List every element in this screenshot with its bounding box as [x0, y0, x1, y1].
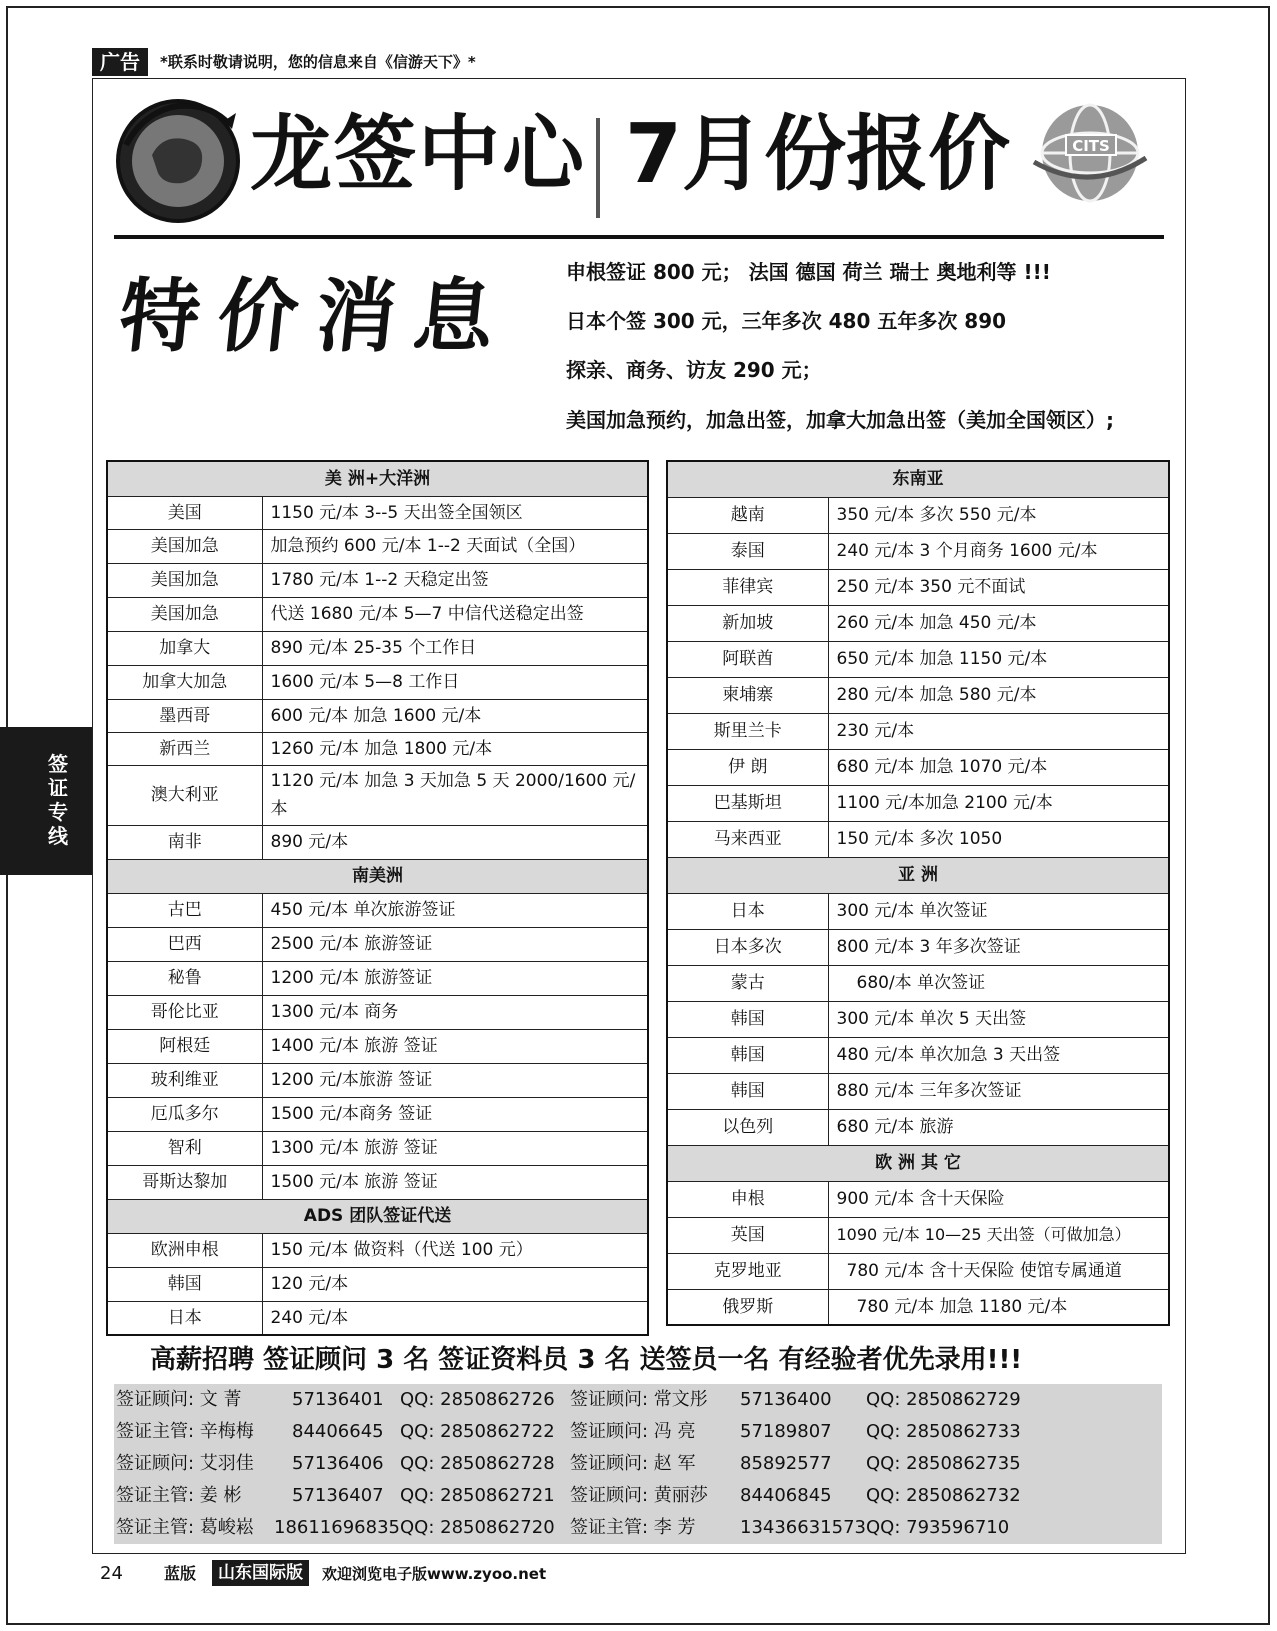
section-header-southeast-asia: 东南亚 [667, 461, 1169, 497]
table-row [667, 965, 1169, 1001]
contact-qq: QQ: 2850862733 [866, 1421, 1021, 1442]
special-line: 探亲、商务、访友 290 元； [566, 358, 822, 382]
cits-globe-logo-icon [1028, 98, 1153, 208]
country-cell: 申根 [667, 1181, 828, 1217]
contact-phone: 57136401 [292, 1389, 384, 1410]
contact-phone: 84406845 [740, 1485, 832, 1506]
side-section-label: 签证专线 [48, 752, 68, 848]
country-cell: 美国加急 [107, 563, 262, 597]
country-cell: 墨西哥 [107, 699, 262, 732]
price-cell: 890 元/本 [262, 825, 648, 859]
contact-name: 签证顾问: 艾羽佳 [116, 1453, 254, 1474]
table-row [107, 563, 648, 597]
price-cell: 1120 元/本 加急 3 天加急 5 天 2000/1600 元/本 [262, 765, 648, 825]
contact-name: 签证顾问: 常文彤 [570, 1389, 708, 1410]
country-cell: 阿根廷 [107, 1029, 262, 1063]
special-offer-title: 特价消息 [115, 269, 517, 363]
country-cell: 智利 [107, 1131, 262, 1165]
price-cell: 450 元/本 单次旅游签证 [262, 893, 648, 927]
country-cell: 巴西 [107, 927, 262, 961]
table-row [667, 1109, 1169, 1145]
section-header-americas: 美 洲+大洋洲 [107, 461, 648, 496]
table-row [667, 605, 1169, 641]
table-row [667, 1037, 1169, 1073]
price-cell: 300 元/本 单次签证 [828, 893, 1169, 929]
contact-phone: 13436631573 [740, 1517, 866, 1538]
contact-qq: QQ: 2850862722 [400, 1421, 555, 1442]
contact-qq: QQ: 2850862729 [866, 1389, 1021, 1410]
country-cell: 哥斯达黎加 [107, 1165, 262, 1199]
country-cell: 日本 [107, 1301, 262, 1335]
country-cell: 以色列 [667, 1109, 828, 1145]
contact-row [114, 1416, 1162, 1448]
table-row [107, 665, 648, 699]
contact-qq: QQ: 2850862728 [400, 1453, 555, 1474]
table-row [667, 1217, 1169, 1253]
country-cell: 伊 朗 [667, 749, 828, 785]
contact-phone: 57136406 [292, 1453, 384, 1474]
table-row [667, 533, 1169, 569]
country-cell: 美国 [107, 496, 262, 529]
table-row [667, 1181, 1169, 1217]
price-cell: 680/本 单次签证 [828, 965, 1169, 1001]
price-cell: 880 元/本 三年多次签证 [828, 1073, 1169, 1109]
price-cell: 250 元/本 350 元不面试 [828, 569, 1169, 605]
country-cell: 美国加急 [107, 597, 262, 631]
price-cell: 260 元/本 加急 450 元/本 [828, 605, 1169, 641]
contact-phone: 57136407 [292, 1485, 384, 1506]
country-cell: 韩国 [667, 1037, 828, 1073]
country-cell: 玻利维亚 [107, 1063, 262, 1097]
price-cell: 1090 元/本 10—25 天出签（可做加急） [828, 1217, 1169, 1253]
table-row [107, 1029, 648, 1063]
footer-edition-badge: 山东国际版 [212, 1560, 309, 1586]
right-price-table [666, 460, 1170, 1326]
country-cell: 斯里兰卡 [667, 713, 828, 749]
country-cell: 克罗地亚 [667, 1253, 828, 1289]
dragon-logo-icon [112, 95, 244, 227]
section-header-asia: 亚 洲 [667, 857, 1169, 893]
contact-name: 签证主管: 葛峻崧 [116, 1517, 254, 1538]
footer-website-note: 欢迎浏览电子版www.zyoo.net [322, 1565, 547, 1583]
contact-phone: 18611696835 [274, 1517, 400, 1538]
contact-list [114, 1384, 1162, 1544]
country-cell: 泰国 [667, 533, 828, 569]
contact-name: 签证顾问: 黄丽莎 [570, 1485, 708, 1506]
page-number: 24 [100, 1563, 123, 1584]
special-line: 美国加急预约，加急出签，加拿大加急出签（美加全国领区）; [566, 408, 1114, 432]
left-price-table [106, 460, 649, 1336]
section-header-south-america: 南美洲 [107, 859, 648, 893]
country-cell: 新加坡 [667, 605, 828, 641]
price-cell: 1300 元/本 商务 [262, 995, 648, 1029]
price-cell: 2500 元/本 旅游签证 [262, 927, 648, 961]
country-cell: 加拿大 [107, 631, 262, 665]
price-cell: 1600 元/本 5—8 工作日 [262, 665, 648, 699]
country-cell: 蒙古 [667, 965, 828, 1001]
price-cell: 650 元/本 加急 1150 元/本 [828, 641, 1169, 677]
country-cell: 英国 [667, 1217, 828, 1253]
price-cell: 1150 元/本 3--5 天出签全国领区 [262, 496, 648, 529]
table-row [107, 825, 648, 859]
price-cell: 680 元/本 加急 1070 元/本 [828, 749, 1169, 785]
table-row [107, 631, 648, 665]
country-cell: 菲律宾 [667, 569, 828, 605]
price-cell: 480 元/本 单次加急 3 天出签 [828, 1037, 1169, 1073]
price-cell: 1500 元/本商务 签证 [262, 1097, 648, 1131]
price-cell: 150 元/本 多次 1050 [828, 821, 1169, 857]
price-cell: 1200 元/本旅游 签证 [262, 1063, 648, 1097]
contact-name: 签证主管: 姜 彬 [116, 1485, 242, 1506]
contact-row [114, 1480, 1162, 1512]
country-cell: 南非 [107, 825, 262, 859]
price-cell: 280 元/本 加急 580 元/本 [828, 677, 1169, 713]
table-row [107, 529, 648, 563]
country-cell: 马来西亚 [667, 821, 828, 857]
country-cell: 越南 [667, 497, 828, 533]
table-row [107, 496, 648, 529]
table-row [107, 1233, 648, 1267]
contact-name: 签证顾问: 冯 亮 [570, 1421, 696, 1442]
price-cell: 890 元/本 25-35 个工作日 [262, 631, 648, 665]
table-row [107, 995, 648, 1029]
contact-row [114, 1384, 1162, 1416]
price-cell: 600 元/本 加急 1600 元/本 [262, 699, 648, 732]
table-row [107, 927, 648, 961]
price-cell: 1300 元/本 旅游 签证 [262, 1131, 648, 1165]
price-cell: 1780 元/本 1--2 天稳定出签 [262, 563, 648, 597]
table-row [667, 497, 1169, 533]
price-cell: 230 元/本 [828, 713, 1169, 749]
price-cell: 代送 1680 元/本 5—7 中信代送稳定出签 [262, 597, 648, 631]
title-divider [596, 118, 600, 218]
price-cell: 900 元/本 含十天保险 [828, 1181, 1169, 1217]
country-cell: 古巴 [107, 893, 262, 927]
contact-row [114, 1448, 1162, 1480]
price-cell: 680 元/本 旅游 [828, 1109, 1169, 1145]
table-row [107, 1131, 648, 1165]
table-row [667, 1001, 1169, 1037]
price-cell: 800 元/本 3 年多次签证 [828, 929, 1169, 965]
table-row [107, 765, 648, 825]
country-cell: 秘鲁 [107, 961, 262, 995]
contact-row [114, 1512, 1162, 1544]
contact-name: 签证主管: 李 芳 [570, 1517, 696, 1538]
contact-name: 签证顾问: 文 菁 [116, 1389, 242, 1410]
footer-blue-label: 蓝版 [164, 1564, 197, 1583]
country-cell: 俄罗斯 [667, 1289, 828, 1325]
country-cell: 澳大利亚 [107, 765, 262, 825]
ad-source-note: *联系时敬请说明，您的信息来自《信游天下》* [160, 53, 476, 71]
price-cell: 780 元/本 含十天保险 使馆专属通道 [828, 1253, 1169, 1289]
country-cell: 美国加急 [107, 529, 262, 563]
table-row [667, 893, 1169, 929]
table-row [667, 677, 1169, 713]
price-cell: 300 元/本 单次 5 天出签 [828, 1001, 1169, 1037]
contact-phone: 57136400 [740, 1389, 832, 1410]
table-row [107, 1063, 648, 1097]
contact-qq: QQ: 793596710 [866, 1517, 1010, 1538]
price-cell: 1100 元/本加急 2100 元/本 [828, 785, 1169, 821]
price-cell: 240 元/本 [262, 1301, 648, 1335]
price-cell: 120 元/本 [262, 1267, 648, 1301]
price-cell: 240 元/本 3 个月商务 1600 元/本 [828, 533, 1169, 569]
ad-label: 广告 [92, 48, 148, 76]
country-cell: 韩国 [107, 1267, 262, 1301]
contact-qq: QQ: 2850862720 [400, 1517, 555, 1538]
contact-qq: QQ: 2850862732 [866, 1485, 1021, 1506]
price-cell: 1400 元/本 旅游 签证 [262, 1029, 648, 1063]
month-price-title: 7月份报价 [625, 107, 1011, 202]
contact-qq: QQ: 2850862721 [400, 1485, 555, 1506]
recruitment-banner: 高薪招聘 签证顾问 3 名 签证资料员 3 名 送签员一名 有经验者优先录用!!! [150, 1345, 1023, 1375]
price-cell: 1500 元/本 旅游 签证 [262, 1165, 648, 1199]
country-cell: 哥伦比亚 [107, 995, 262, 1029]
table-row [107, 1301, 648, 1335]
price-cell: 加急预约 600 元/本 1--2 天面试（全国） [262, 529, 648, 563]
country-cell: 日本多次 [667, 929, 828, 965]
country-cell: 厄瓜多尔 [107, 1097, 262, 1131]
table-row [667, 1289, 1169, 1325]
contact-phone: 84406645 [292, 1421, 384, 1442]
table-row [107, 732, 648, 765]
table-row [667, 1073, 1169, 1109]
country-cell: 加拿大加急 [107, 665, 262, 699]
price-cell: 350 元/本 多次 550 元/本 [828, 497, 1169, 533]
country-cell: 欧洲申根 [107, 1233, 262, 1267]
section-header-ads: ADS 团队签证代送 [107, 1199, 648, 1233]
country-cell: 阿联酋 [667, 641, 828, 677]
table-row [107, 961, 648, 995]
title-rule [114, 235, 1164, 239]
contact-qq: QQ: 2850862735 [866, 1453, 1021, 1474]
table-row [667, 821, 1169, 857]
price-cell: 1260 元/本 加急 1800 元/本 [262, 732, 648, 765]
country-cell: 巴基斯坦 [667, 785, 828, 821]
brand-title: 龙签中心 [250, 107, 587, 202]
table-row [107, 893, 648, 927]
price-cell: 1200 元/本 旅游签证 [262, 961, 648, 995]
special-line: 申根签证 800 元； 法国 德国 荷兰 瑞士 奥地利等 !!! [566, 260, 1051, 284]
country-cell: 韩国 [667, 1073, 828, 1109]
contact-name: 签证主管: 辛梅梅 [116, 1421, 254, 1442]
country-cell: 柬埔寨 [667, 677, 828, 713]
country-cell: 新西兰 [107, 732, 262, 765]
table-row [107, 1097, 648, 1131]
table-row [107, 1165, 648, 1199]
table-row [667, 713, 1169, 749]
price-cell: 780 元/本 加急 1180 元/本 [828, 1289, 1169, 1325]
table-row [667, 641, 1169, 677]
table-row [667, 929, 1169, 965]
contact-name: 签证顾问: 赵 军 [570, 1453, 696, 1474]
contact-phone: 85892577 [740, 1453, 832, 1474]
section-header-europe-other: 欧 洲 其 它 [667, 1145, 1169, 1181]
cits-logo-text: CITS [1072, 137, 1110, 155]
table-row [667, 1253, 1169, 1289]
table-row [107, 1267, 648, 1301]
contact-qq: QQ: 2850862726 [400, 1389, 555, 1410]
special-line: 日本个签 300 元，三年多次 480 五年多次 890 [566, 309, 1007, 333]
price-cell: 150 元/本 做资料（代送 100 元） [262, 1233, 648, 1267]
table-row [107, 597, 648, 631]
contact-phone: 57189807 [740, 1421, 832, 1442]
country-cell: 日本 [667, 893, 828, 929]
table-row [667, 749, 1169, 785]
table-row [667, 785, 1169, 821]
table-row [667, 569, 1169, 605]
table-row [107, 699, 648, 732]
country-cell: 韩国 [667, 1001, 828, 1037]
